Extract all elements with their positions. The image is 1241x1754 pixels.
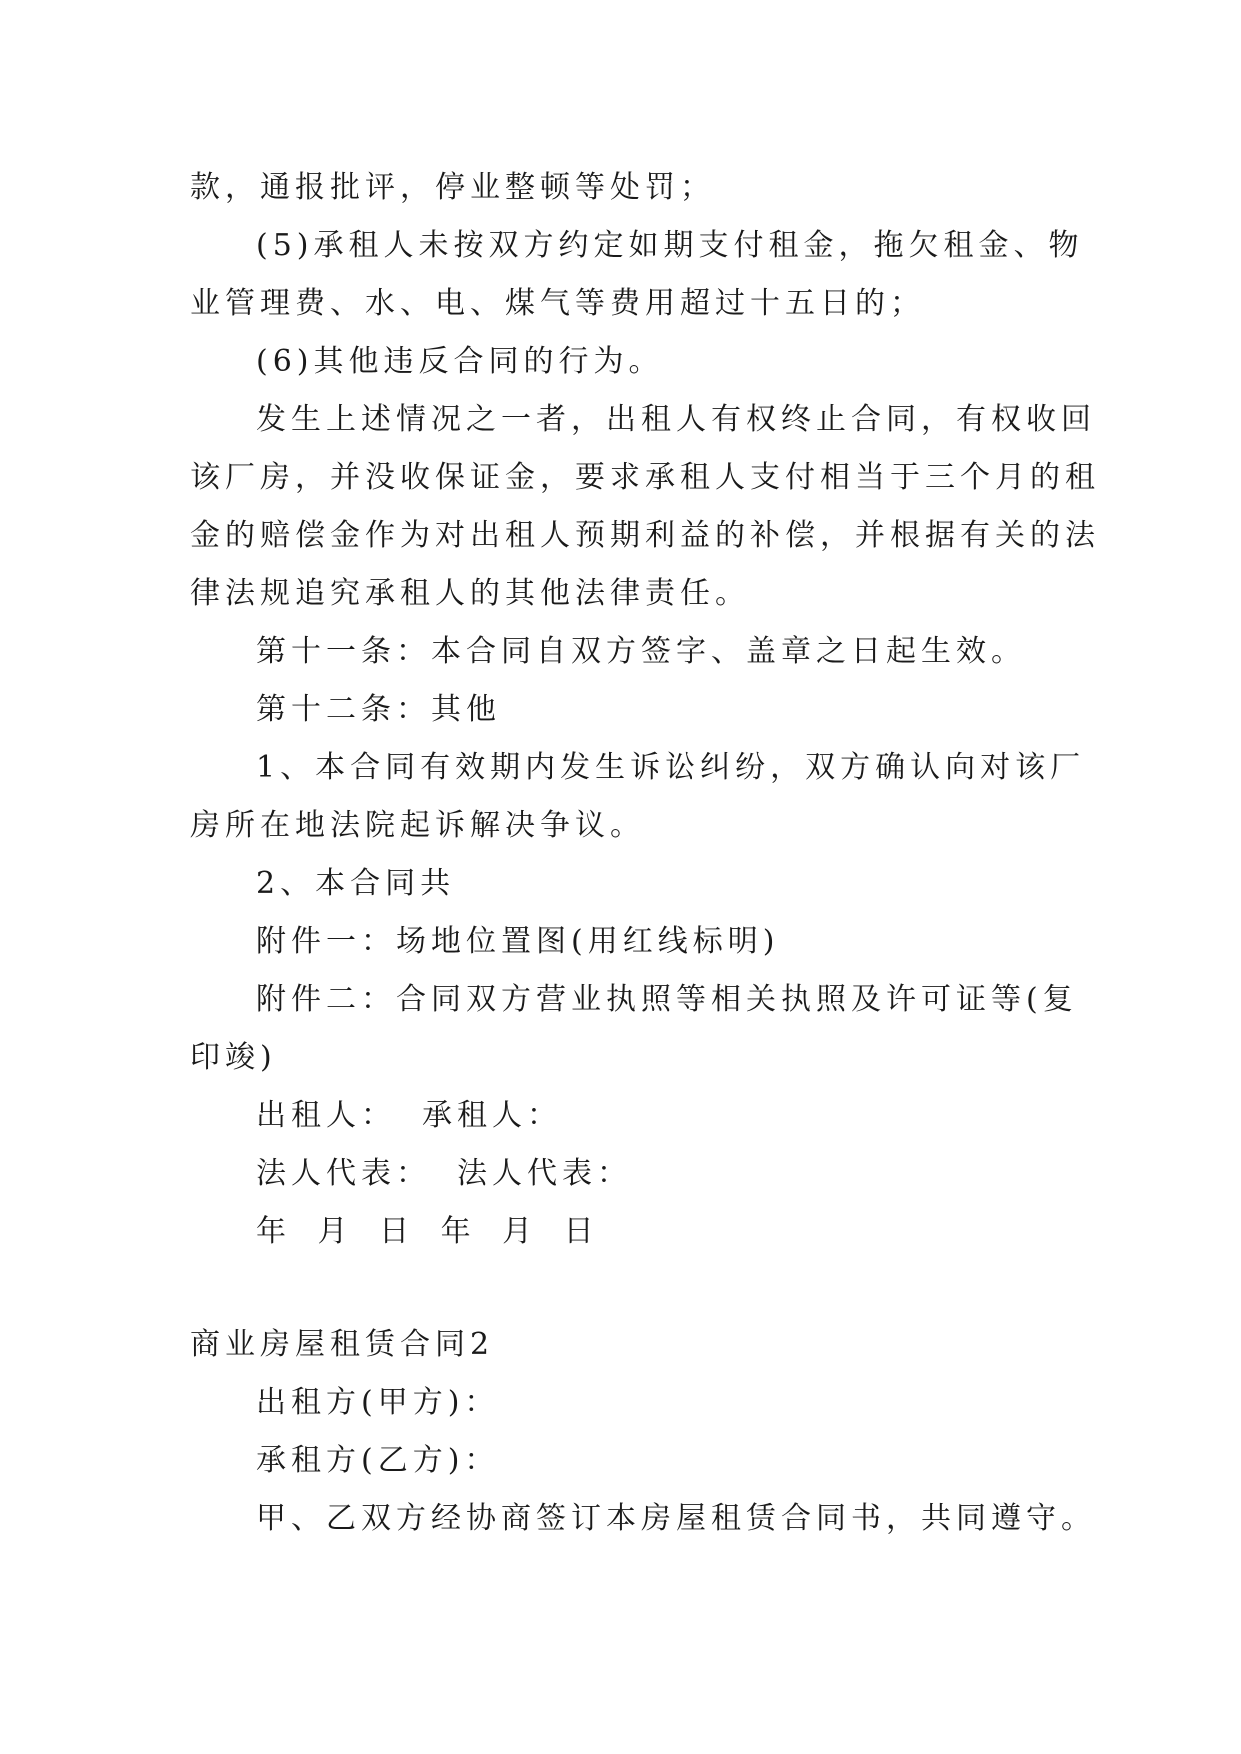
signature-parties-row — [256, 1096, 562, 1136]
contract-2-title: 商业房屋租赁合同2 — [190, 1327, 495, 1362]
clause-6: (6)其他违反合同的行为。 — [256, 344, 664, 379]
attachment-2-line-1: 附件二：合同双方营业执照等相关执照及许可证等(复 — [256, 982, 1078, 1017]
lessee-label: 承租人： — [422, 1098, 562, 1133]
signature-representatives-row — [256, 1154, 632, 1194]
contract-2-intro: 甲、乙双方经协商签订本房屋租赁合同书，共同遵守。 — [256, 1501, 1096, 1536]
lessor-representative-label: 法人代表： — [256, 1156, 431, 1191]
clause-5-line-2: 业管理费、水、电、煤气等费用超过十五日的； — [190, 286, 925, 321]
attachment-1: 附件一：场地位置图(用红线标明) — [256, 924, 780, 959]
article-12-heading: 第十二条：其他 — [256, 692, 501, 727]
article-12-item-1-line-2: 房所在地法院起诉解决争议。 — [190, 808, 645, 843]
attachment-2-line-2: 印竣) — [190, 1040, 277, 1075]
contract-2-party-b: 承租方(乙方)： — [256, 1443, 500, 1478]
article-11: 第十一条：本合同自双方签字、盖章之日起生效。 — [256, 634, 1026, 669]
signature-date-row: 年 月 日 年 月 日 — [256, 1214, 599, 1249]
termination-paragraph-line-3: 金的赔偿金作为对出租人预期利益的补偿，并根据有关的法 — [190, 518, 1100, 553]
contract-2-party-a: 出租方(甲方)： — [256, 1385, 500, 1420]
lessee-representative-label: 法人代表： — [457, 1156, 632, 1191]
lessor-label: 出租人： — [256, 1098, 396, 1133]
termination-paragraph-line-2: 该厂房，并没收保证金，要求承租人支付相当于三个月的租 — [190, 460, 1100, 495]
termination-paragraph-line-4: 律法规追究承租人的其他法律责任。 — [190, 576, 750, 611]
article-12-item-1-line-1: 1、本合同有效期内发生诉讼纠纷，双方确认向对该厂 — [256, 750, 1086, 785]
article-12-item-2: 2、本合同共 — [256, 866, 456, 901]
body-line-1: 款，通报批评，停业整顿等处罚； — [190, 170, 715, 205]
clause-5-line-1: (5)承租人未按双方约定如期支付租金，拖欠租金、物 — [256, 228, 1084, 263]
termination-paragraph-line-1: 发生上述情况之一者，出租人有权终止合同，有权收回 — [256, 402, 1096, 437]
